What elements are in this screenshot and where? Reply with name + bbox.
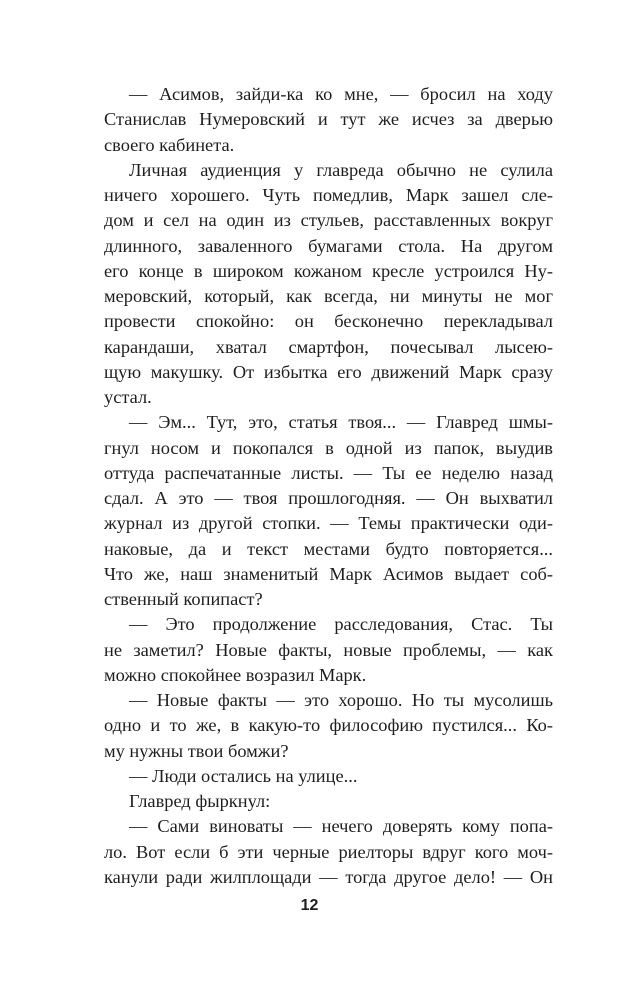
text-line: одно и то же, в какую-то философию пустился... Ко- (104, 715, 553, 736)
text-line: гнул носом и покопался в одной из папок, выудив (104, 437, 553, 458)
text-line: канули ради жилплощади — тогда другое дело! — Он (104, 866, 553, 887)
text-line: ственный копипаст? (104, 589, 263, 609)
text-line: провести спокойно: он бесконечно перекладывал (104, 311, 553, 332)
page-number: 12 (300, 897, 319, 914)
text-line: Что же, наш знаменитый Марк Асимов выдает соб- (104, 563, 553, 584)
text-line: карандаши, хватал смартфон, почесывал лысею- (104, 336, 553, 357)
text-line: наковые, да и текст местами будто повторяется... (104, 538, 553, 559)
text-line: сдал. А это — твоя прошлогодняя. — Он выхватил (104, 488, 553, 508)
text-line: щую макушку. От избытка его движений Марк сразу (104, 361, 553, 382)
text-line: можно спокойнее возразил Марк. (104, 664, 367, 685)
text-line: — Асимов, зайди-ка ко мне, — бросил на ходу (129, 84, 553, 104)
text-line: ничего хорошего. Чуть помедлив, Марк зашел сле- (104, 185, 553, 205)
text-line: Станислав Нумеровский и тут же исчез за дверью (104, 109, 553, 130)
text-line: не заметил? Новые факты, новые проблемы, — как (104, 639, 553, 660)
text-line: ло. Вот если б эти черные риелторы вдруг кого моч- (104, 841, 553, 862)
text-line: устал. (104, 387, 152, 407)
text-line: меровский, который, как всегда, ни минуты не мог (104, 286, 553, 306)
text-line: своего кабинета. (104, 134, 235, 155)
body-text (104, 82, 553, 890)
text-line: — Сами виноваты — нечего доверять кому попа- (129, 816, 553, 837)
text-line: му нужны твои бомжи? (104, 740, 289, 761)
text-line: оттуда распечатанные листы. — Ты ее неделю назад (104, 462, 553, 483)
text-line: длинного, заваленного бумагами стола. На другом (104, 235, 553, 256)
text-line: — Это продолжение расследования, Стас. Ты (129, 614, 553, 635)
text-line: — Люди остались на улице... (129, 765, 358, 786)
text-line: Личная аудиенция у главреда обычно не сулила (129, 159, 553, 180)
text-line: Главред фыркнул: (129, 791, 271, 811)
text-line: — Эм... Тут, это, статья твоя... — Главред шмы- (129, 412, 553, 433)
text-line: его конце в широком кожаном кресле устроился Ну- (104, 260, 553, 281)
text-line: дом и сел на один из стульев, расставленных вокруг (104, 210, 553, 231)
text-line: — Новые факты — это хорошо. Но ты мусолишь (129, 690, 553, 710)
text-line: журнал из другой стопки. — Темы практически оди- (104, 513, 553, 534)
